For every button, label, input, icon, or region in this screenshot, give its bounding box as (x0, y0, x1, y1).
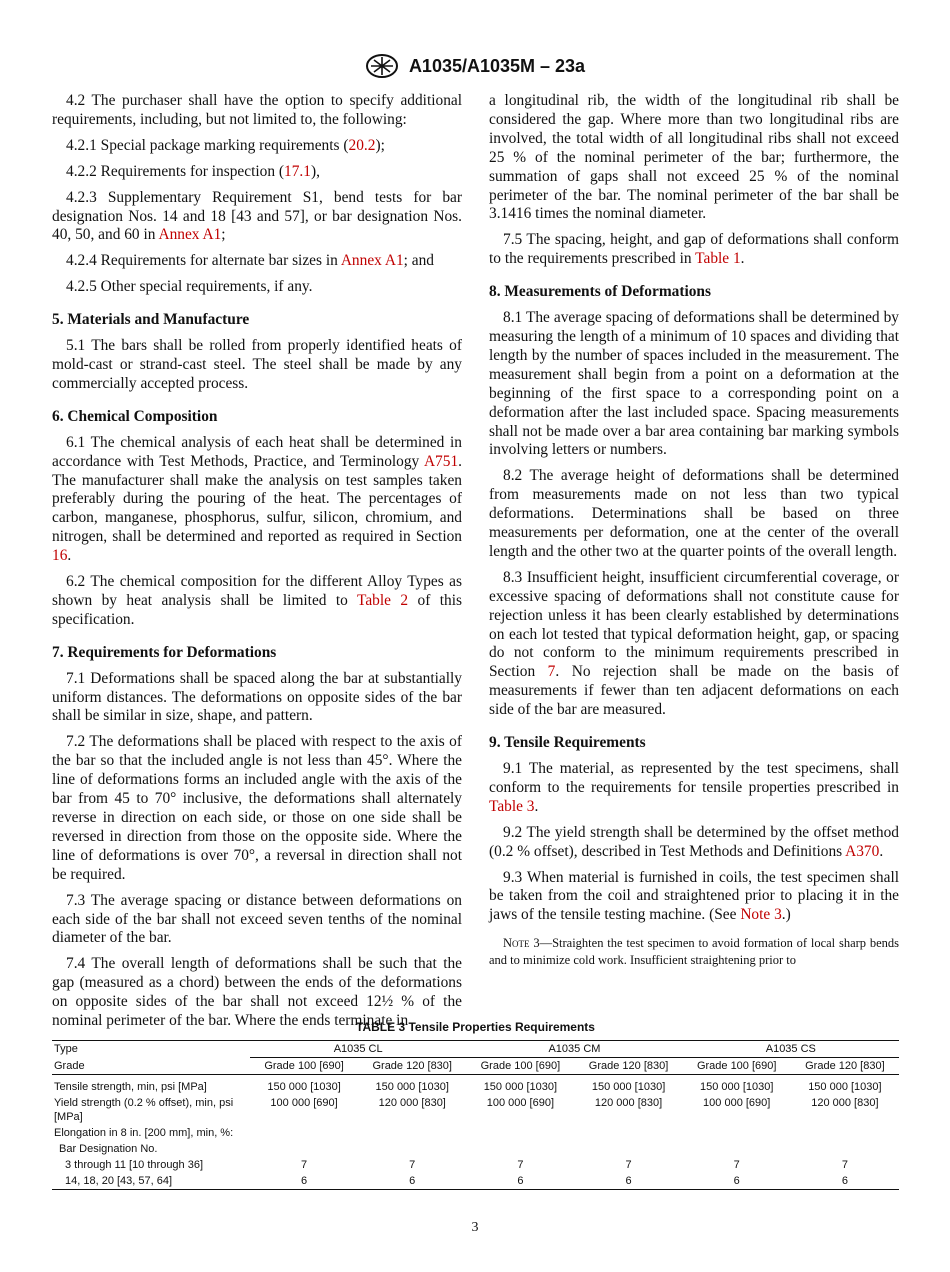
para-4-2: 4.2 The purchaser shall have the option to specify additional requirements, including, but not limited to, the following: (52, 92, 462, 128)
para-7-4-continued: a longitudinal rib, the width of the longitudinal rib shall be considered the gap. Where more than two longitudinal ribs are involved, the total width of all longitudinal ribs shall not exceed 25 % of the nominal perimeter of the bar; furthermore, the summation of gaps shall not exceed 25 % of the nominal perimeter of the bar. The nominal perimeter of the bar shall be 3.1416 times the nominal diameter. (489, 92, 899, 223)
para-6-1: 6.1 The chemical analysis of each heat shall be determined in accordance with Test Methods, Practice, and Terminology A751. The manufacturer shall make the analysis on test samples taken preferably during the pouring of the heat. The percentages of carbon, manganese, phosphorus, sulfur, silicon, chromium, and nitrogen, shall be determined and reported as required in Section 16. (52, 433, 462, 565)
section-8-heading: 8. Measurements of Deformations (489, 283, 711, 301)
section-9-heading: 9. Tensile Requirements (489, 734, 646, 752)
para-8-3: 8.3 Insufficient height, insufficient circumferential coverage, or excessive spacing of deformations shall not constitute cause for rejection unless it has been clearly established by determinations on each lot tested that typical deformation height, gap, or spacing do not conform to the minimum requirements prescribed in Section 7. No rejection shall be made on the basis of measurements if fewer than ten adjacent deformations on each side of the bar are measured. (489, 568, 899, 719)
para-4-2-2: 4.2.2 Requirements for inspection (17.1), (66, 162, 320, 180)
ref-a751-link[interactable]: A751 (423, 452, 459, 470)
ref-table-3-link[interactable]: Table 3 (489, 797, 535, 815)
para-4-2-5: 4.2.5 Other special requirements, if any. (66, 278, 313, 296)
grade-header: Grade 120 [830] (372, 1060, 452, 1072)
note-label: Note 3 (503, 936, 540, 951)
ref-17-1-link[interactable]: 17.1 (284, 162, 311, 180)
para-7-2: 7.2 The deformations shall be placed with respect to the axis of the bar so that the included angle is not less than 45°. Where the line of deformations forms an included angle with the axis of the bar from 45 to 70° inclusive, the deformations shall alternately reverse in direction on each side, or those on one side shall be reversed in direction from those on the opposite side. Where the line of deformations is over 70°, a reversal in direction shall not be required. (52, 733, 462, 883)
table-row: Yield strength (0.2 % offset), min, psi [MPa] 100 000 [690] 120 000 [830] 100 000 [690] 120 000 [830] 100 000 [690] 120 000 [830] (54, 1097, 879, 1123)
page-number: 3 (471, 1220, 479, 1235)
page-header (0, 53, 950, 79)
astm-logo-icon (365, 53, 399, 79)
para-8-2: 8.2 The average height of deformations shall be determined from measurements made on not less than two typical deformations. Determinations shall be based on three measurements per deformation, one at the center of the overall length and the other two at the quarter points of the overall length. (489, 467, 899, 560)
table-row: Elongation in 8 in. [200 mm], min, %: (54, 1127, 234, 1139)
section-7-heading: 7. Requirements for Deformations (52, 643, 277, 661)
table-row: 3 through 11 [10 through 36] 7 7 7 7 7 7 (65, 1159, 848, 1171)
para-7-1: 7.1 Deformations shall be spaced along the bar at substantially uniform distances. The deformations on opposite sides of the bar shall be similar in size, shape, and pattern. (52, 669, 462, 725)
grade-header: Grade 120 [830] (588, 1060, 669, 1072)
type-label: Type (54, 1043, 78, 1055)
para-7-3: 7.3 The average spacing or distance between deformations on each side of the bar shall not exceed seven tenths of the nominal diameter of the bar. (52, 891, 462, 947)
ref-20-2-link[interactable]: 20.2 (348, 136, 376, 154)
ref-a370-link[interactable]: A370 (845, 842, 880, 860)
para-9-3: 9.3 When material is furnished in coils, the test specimen shall be taken from the coil and straightened prior to placing it in the jaws of the tensile testing machine. (See Note 3.) (489, 868, 899, 924)
tensile-table (52, 1040, 899, 1190)
para-8-1: 8.1 The average spacing of deformations shall be determined by measuring the length of a minimum of 10 spaces and dividing that length by the number of spaces included in the measurement. The measurement shall begin from a point on a deformation at the beginning of the first space to a corresponding point on a deformation after the last included space. Spacing measurements shall not be made over a bar area containing bar marking symbols involving letters or numbers. (489, 309, 899, 459)
ref-table-2-link[interactable]: Table 2 (357, 591, 409, 609)
para-7-5: 7.5 The spacing, height, and gap of deformations shall conform to the requirements prescribed in Table 1. (489, 231, 899, 268)
type-header: A1035 CM (466, 1041, 682, 1058)
ref-annex-a1-link[interactable]: Annex A1 (158, 226, 222, 244)
grade-label: Grade (54, 1059, 85, 1072)
section-5-heading: 5. Materials and Manufacture (52, 311, 250, 329)
note-3 (489, 935, 899, 969)
para-9-2: 9.2 The yield strength shall be determined by the offset method (0.2 % offset), described in Test Methods and Definitions A370. (489, 823, 899, 860)
para-9-1: 9.1 The material, as represented by the test specimens, shall conform to the requirements for tensile properties prescribed in Table 3. (489, 760, 899, 815)
table-3 (52, 1020, 899, 1190)
para-5-1: 5.1 The bars shall be rolled from properly identified heats of mold-cast or strand-cast steel. The steel shall be made by any commercially accepted process. (52, 337, 462, 392)
ref-table-1-link[interactable]: Table 1 (695, 250, 741, 268)
ref-annex-a1-link[interactable]: Annex A1 (340, 252, 404, 270)
ref-note-3-link[interactable]: Note 3 (740, 906, 782, 924)
standard-designation: A1035/A1035M – 23a (408, 55, 586, 76)
para-7-4: 7.4 The overall length of deformations shall be such that the gap (measured as a chord) between the ends of the deformations on opposite sides of the bar shall not exceed 12½ % of the nominal perimeter of the bar. Where the ends terminate in (52, 955, 462, 1030)
para-4-2-3: 4.2.3 Supplementary Requirement S1, bend tests for bar designation Nos. 14 and 18 [43 and 57], or bar designation Nos. 40, 50, and 60 in Annex A1; (52, 188, 462, 244)
table-title: TABLE 3 Tensile Properties Requirements (356, 1020, 595, 1034)
ref-section-7-link[interactable]: 7 (547, 663, 556, 681)
grade-header: Grade 100 [690] (696, 1060, 777, 1072)
table-row: Tensile strength, min, psi [MPa] 150 000 [1030] 150 000 [1030] 150 000 [1030] 150 000 [1030] 150 000 [1030] 150 000 [1030] (54, 1081, 882, 1093)
right-column (489, 92, 899, 969)
grade-header: Grade 100 [690] (264, 1060, 344, 1072)
para-6-2: 6.2 The chemical composition for the different Alloy Types as shown by heat analysis shall be limited to Table 2 of this specification. (52, 573, 462, 628)
table-row: 14, 18, 20 [43, 57, 64] 6 6 6 6 6 6 (52, 1173, 899, 1190)
type-header: A1035 CS (683, 1041, 899, 1058)
section-6-heading: 6. Chemical Composition (52, 407, 218, 425)
grade-header: Grade 120 [830] (805, 1060, 885, 1072)
para-4-2-4: 4.2.4 Requirements for alternate bar sizes in Annex A1; and (66, 252, 435, 270)
table-row: Bar Designation No. (59, 1143, 158, 1155)
grade-header: Grade 100 [690] (480, 1060, 561, 1072)
note-text: —Straighten the test specimen to avoid formation of local sharp bends and to minimize cold work. Insufficient straightening prior to (489, 936, 899, 968)
ref-section-16-link[interactable]: 16 (52, 547, 68, 565)
para-4-2-1: 4.2.1 Special package marking requirements (20.2); (66, 136, 385, 154)
type-header: A1035 CL (250, 1041, 466, 1058)
left-column (52, 92, 462, 1038)
